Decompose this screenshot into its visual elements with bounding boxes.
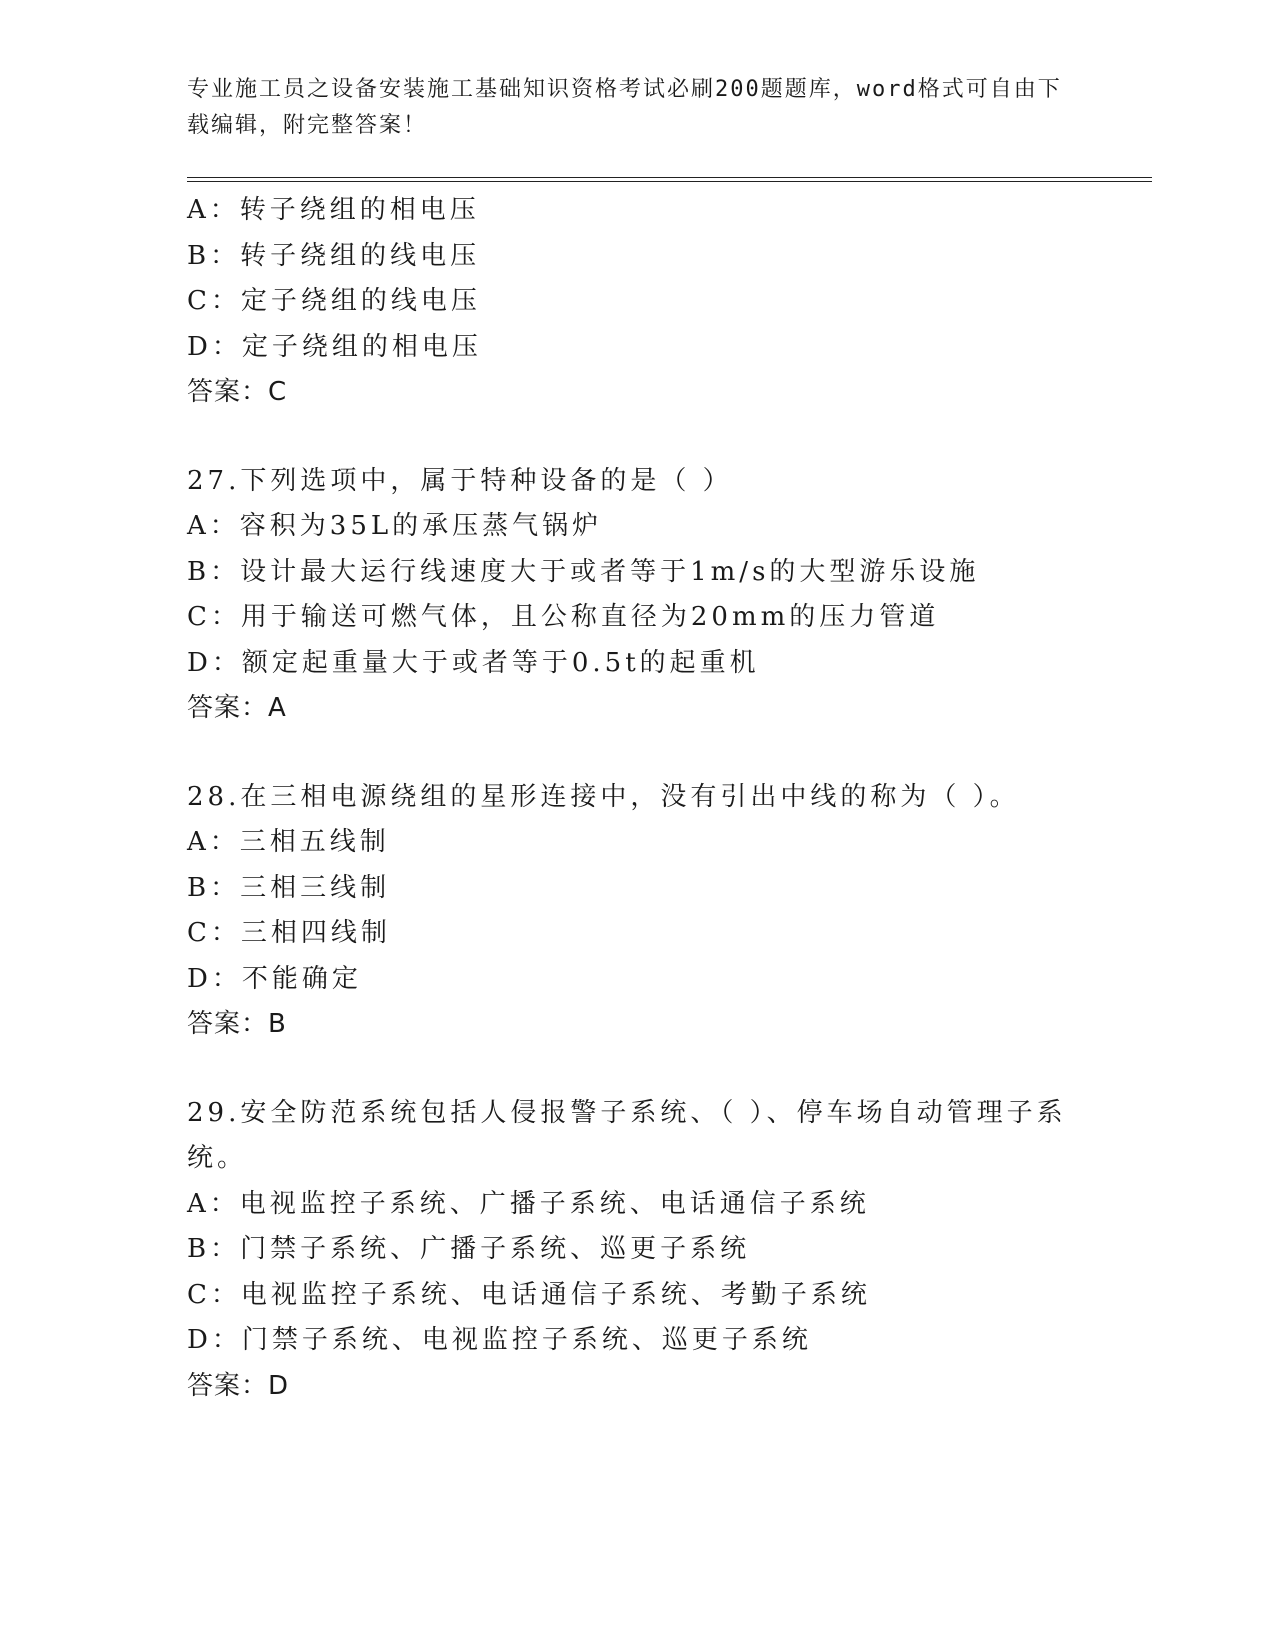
- option-b: B：门禁子系统、广播子系统、巡更子系统: [187, 1234, 751, 1264]
- question-28-block: [187, 775, 1087, 1048]
- document-header: 专业施工员之设备安装施工基础知识资格考试必刷200题题库，word格式可自由下载编辑，附完整答案！: [187, 77, 1062, 138]
- option-d: D：定子绕组的相电压: [187, 331, 482, 362]
- spacer: [187, 732, 1087, 775]
- answer-label: 答案：B: [187, 1009, 287, 1039]
- option-b: B：三相三线制: [187, 872, 391, 903]
- question-content: [187, 188, 1087, 1409]
- header-divider: [187, 177, 1152, 182]
- option-b: B：转子绕组的线电压: [187, 240, 481, 271]
- option-c: C：用于输送可燃气体，且公称直径为20mm的压力管道: [187, 602, 940, 632]
- spacer: [187, 1048, 1087, 1091]
- question-29-block: [187, 1091, 1087, 1410]
- option-d: D：额定起重量大于或者等于0.5t的起重机: [187, 647, 760, 678]
- option-a: A：转子绕组的相电压: [187, 195, 480, 225]
- option-a: A：三相五线制: [187, 827, 390, 857]
- option-d: D：不能确定: [187, 963, 362, 994]
- option-a: A：电视监控子系统、广播子系统、电话通信子系统: [187, 1188, 870, 1219]
- question-26-block: [187, 188, 1087, 416]
- answer-label: 答案：A: [187, 693, 287, 723]
- answer-label: 答案：D: [187, 1370, 290, 1401]
- answer-label: 答案：C: [187, 377, 288, 407]
- option-c: C：三相四线制: [187, 918, 391, 948]
- question-text-line-2: 统。: [187, 1143, 248, 1173]
- option-b: B：设计最大运行线速度大于或者等于1m/s的大型游乐设施: [187, 556, 980, 587]
- option-c: C：定子绕组的线电压: [187, 286, 481, 316]
- option-a: A：容积为35L的承压蒸气锅炉: [187, 511, 603, 541]
- option-c: C：电视监控子系统、电话通信子系统、考勤子系统: [187, 1279, 871, 1310]
- question-27-block: [187, 459, 1087, 732]
- spacer: [187, 416, 1087, 459]
- question-text-line-1: 29.安全防范系统包括人侵报警子系统、（ ）、停车场自动管理子系: [187, 1097, 1067, 1128]
- question-text: 28.在三相电源绕组的星形连接中，没有引出中线的称为（ ）。: [187, 781, 1020, 812]
- option-d: D：门禁子系统、电视监控子系统、巡更子系统: [187, 1325, 812, 1355]
- question-text: 27.下列选项中，属于特种设备的是（ ）: [187, 465, 733, 496]
